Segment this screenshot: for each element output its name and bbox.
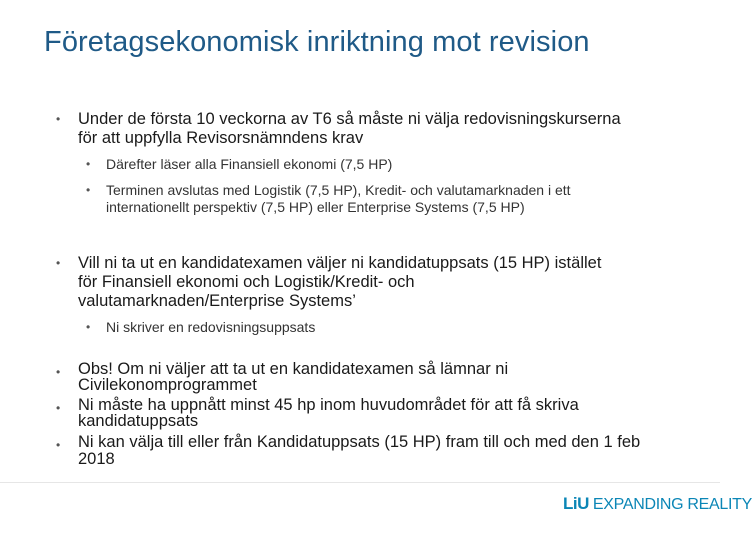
bullet-1-text: Under de första 10 veckorna av T6 så måste ni välja redovisningskurserna för att uppfylla Revisorsnämndens krav [78,110,621,147]
bullet-2-text: Vill ni ta ut en kandidatexamen väljer ni kandidatuppsats (15 HP) istället för Finansiell ekonomi och Logistik/Kredit- och valutamarknaden/Enterprise Systems’ [78,254,602,310]
sub-bullet-marker: • [86,320,91,334]
logo-text: EXPANDING REALITY [592,496,752,513]
sub-bullet-marker: • [86,183,91,197]
bullet-marker: • [56,401,61,415]
bullet-2-sub-1: Ni skriver en redovisningsuppsats [106,319,316,335]
bullet-4-text: Ni måste ha uppnått minst 45 hp inom huvudområdet för att få skriva kandidatuppsats [78,396,579,430]
bullet-marker: • [56,365,61,379]
bullet-1-sub-1: Därefter läser alla Finansiell ekonomi (7,5 HP) [106,156,393,172]
slide-title: Företagsekonomisk inriktning mot revision [44,26,590,58]
bullet-1-sub-2: Terminen avslutas med Logistik (7,5 HP), Kredit- och valutamarknaden i ett internationellt perspektiv (7,5 HP) eller Enterprise Systems (7,5 HP) [106,182,571,215]
liu-logo [563,494,752,514]
sub-bullet-marker: • [86,157,91,171]
logo-mark: LiU [563,494,589,513]
footer-divider [0,482,720,483]
bullet-marker: • [56,256,61,270]
bullet-5-text: Ni kan välja till eller från Kandidatuppsats (15 HP) fram till och med den 1 feb 2018 [78,433,641,468]
bullet-3-text: Obs! Om ni väljer att ta ut en kandidatexamen så lämnar ni Civilekonomprogrammet [78,360,509,394]
bullet-marker: • [56,438,61,452]
bullet-marker: • [56,112,61,126]
